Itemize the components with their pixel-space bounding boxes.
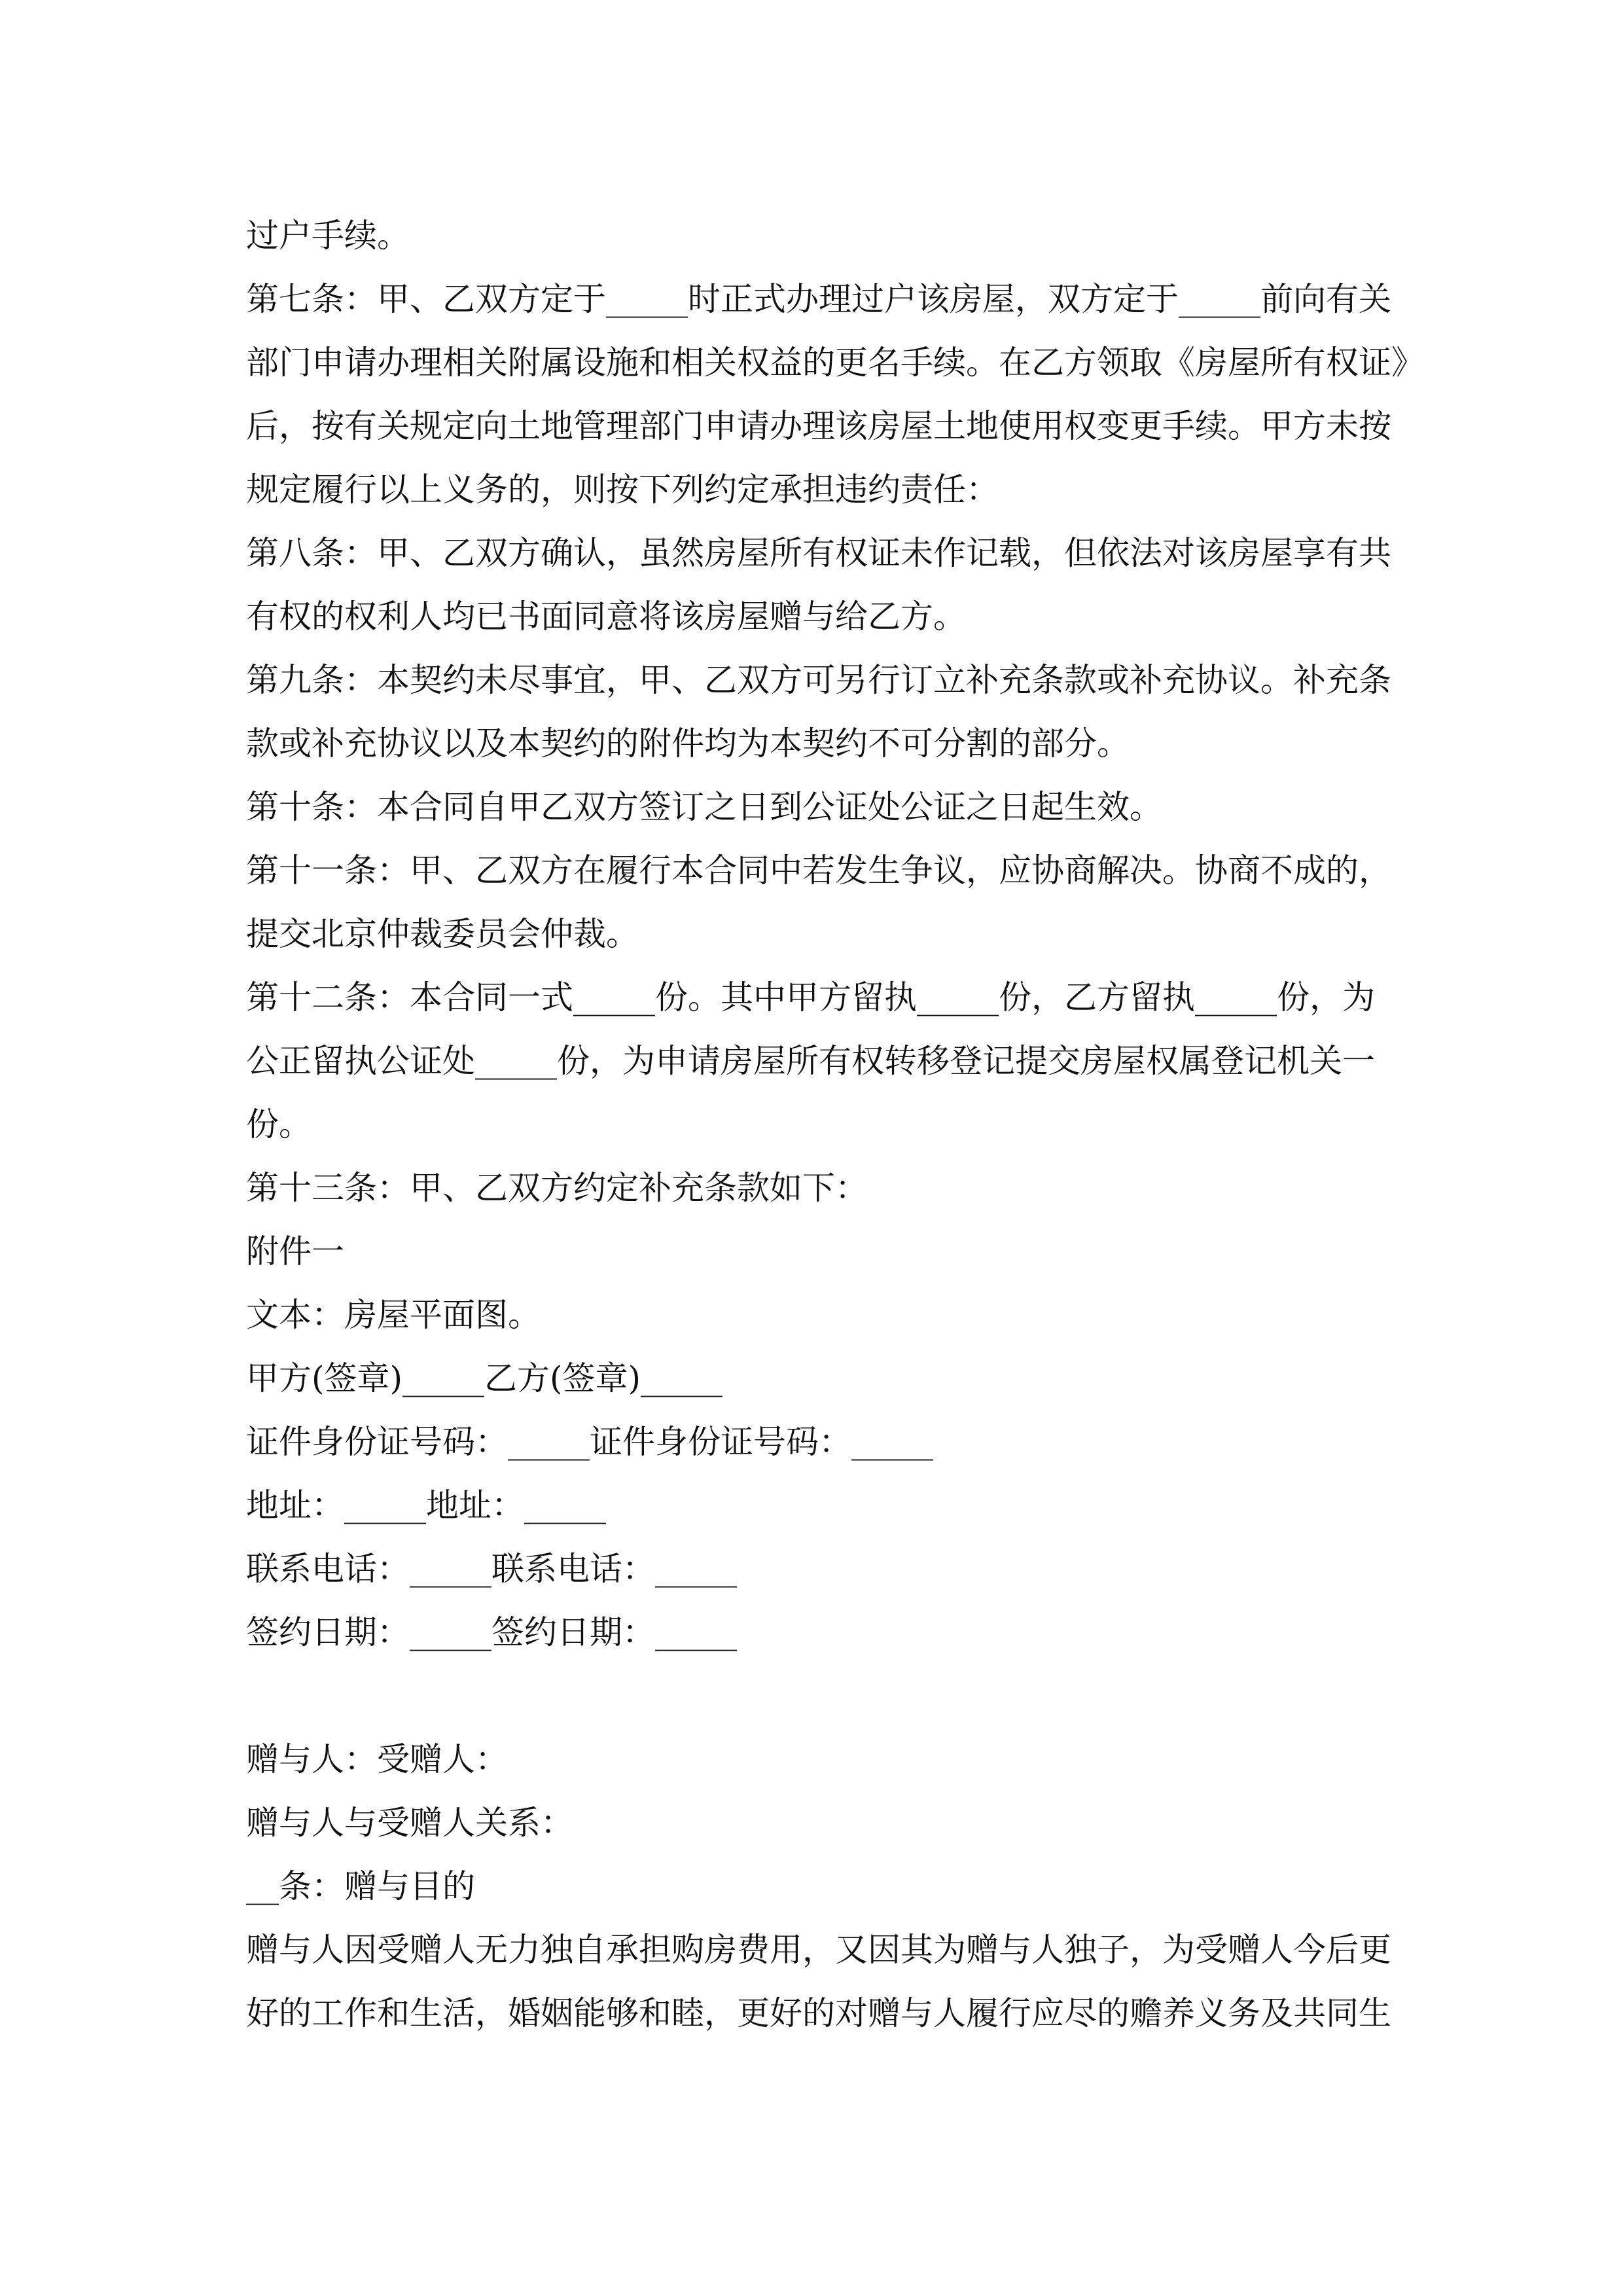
text-line: 款或补充协议以及本契约的附件均为本契约不可分割的部分。 <box>246 725 1130 762</box>
text-line: 提交北京仲裁委员会仲裁。 <box>246 915 639 953</box>
document-body <box>246 204 1424 2045</box>
text-line: 过户手续。 <box>246 217 410 255</box>
phone-line: 联系电话：_____联系电话：_____ <box>246 1550 737 1588</box>
article-9-line: 第九条：本契约未尽事宜，甲、乙双方可另行订立补充条款或补充协议。补充条 <box>246 661 1391 699</box>
text-line: 公正留执公证处_____份，为申请房屋所有权转移登记提交房屋权属登记机关一 <box>246 1042 1375 1080</box>
gift-purpose-heading: __条：赠与目的 <box>246 1867 475 1905</box>
text-line: 后，按有关规定向土地管理部门申请办理该房屋土地使用权变更手续。甲方未按 <box>246 407 1391 445</box>
article-8-line: 第八条：甲、乙双方确认，虽然房屋所有权证未作记载，但依法对该房屋享有共 <box>246 534 1391 572</box>
signature-line: 甲方(签章)_____乙方(签章)_____ <box>246 1359 723 1397</box>
id-number-line: 证件身份证号码：_____证件身份证号码：_____ <box>246 1423 933 1461</box>
article-7-line: 第七条：甲、乙双方定于_____时正式办理过户该房屋，双方定于_____前向有关 <box>246 280 1391 318</box>
donor-donee-line: 赠与人：受赠人： <box>246 1740 508 1778</box>
article-10-line: 第十条：本合同自甲乙双方签订之日到公证处公证之日起生效。 <box>246 788 1162 826</box>
text-line: 有权的权利人均已书面同意将该房屋赠与给乙方。 <box>246 598 966 636</box>
text-line: 部门申请办理相关附属设施和相关权益的更名手续。在乙方领取《房屋所有权证》 <box>246 344 1424 382</box>
text-line: 份。 <box>246 1105 312 1143</box>
text-line: 规定履行以上义务的，则按下列约定承担违约责任： <box>246 471 999 509</box>
article-11-line: 第十一条：甲、乙双方在履行本合同中若发生争议，应协商解决。协商不成的， <box>246 852 1391 889</box>
address-line: 地址：_____地址：_____ <box>246 1486 606 1524</box>
attachment-heading: 附件一 <box>246 1232 344 1270</box>
relationship-line: 赠与人与受赠人关系： <box>246 1804 573 1842</box>
text-line: 好的工作和生活，婚姻能够和睦，更好的对赠与人履行应尽的赡养义务及共同生 <box>246 1994 1391 2032</box>
article-12-line: 第十二条：本合同一式_____份。其中甲方留执_____份，乙方留执_____份，为 <box>246 978 1375 1016</box>
article-13-line: 第十三条：甲、乙双方约定补充条款如下： <box>246 1169 868 1207</box>
text-line: 赠与人因受赠人无力独自承担购房费用，又因其为赠与人独子，为受赠人今后更 <box>246 1931 1391 1969</box>
section-gap <box>246 1664 1398 1728</box>
sign-date-line: 签约日期：_____签约日期：_____ <box>246 1613 737 1651</box>
attachment-text-line: 文本：房屋平面图。 <box>246 1296 541 1334</box>
